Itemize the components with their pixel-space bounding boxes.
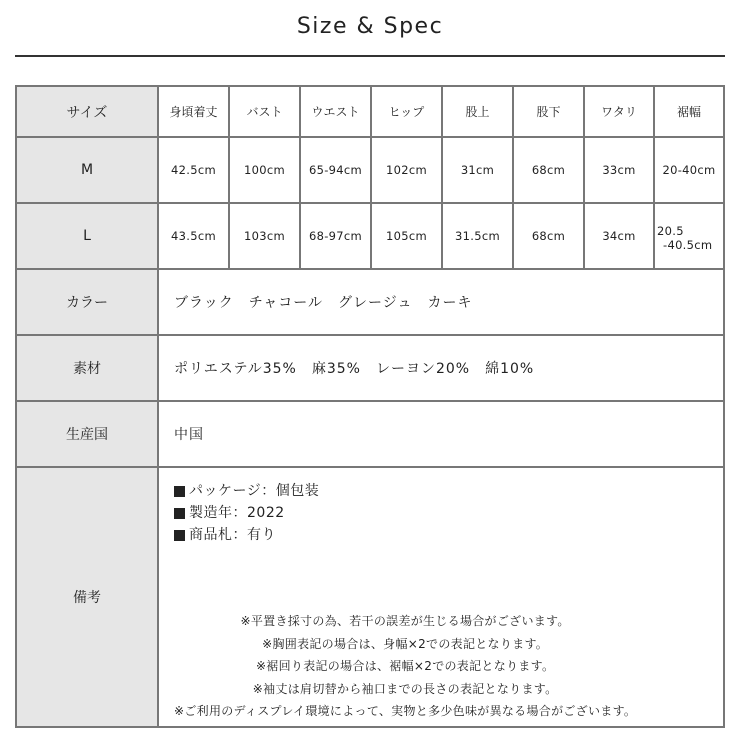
notes-items (174, 480, 319, 546)
origin-value: 中国 (159, 402, 723, 466)
remark-line: ※裾回り表記の場合は、裾幅×2での表記となります。 (255, 659, 555, 673)
col-header-inseam: 股下 (514, 87, 583, 136)
title-underline (15, 55, 725, 57)
m-thigh: 33cm (585, 138, 653, 202)
m-hip: 102cm (372, 138, 441, 202)
notes-item: パッケージ：個包装 (174, 480, 319, 502)
notes-remarks (174, 610, 636, 723)
col-header-bust: バスト (230, 87, 299, 136)
spec-table (15, 85, 725, 728)
remark-line: ※胸囲表記の場合は、身幅×2での表記となります。 (262, 636, 549, 651)
remark-line: ※平置き採寸の為、若干の誤差が生じる場合がございます。 (240, 614, 570, 628)
col-header-waist: ウエスト (301, 87, 370, 136)
material-label: 素材 (17, 336, 157, 400)
l-hip: 105cm (372, 204, 441, 268)
m-length: 42.5cm (159, 138, 228, 202)
l-bust: 103cm (230, 204, 299, 268)
col-header-hip: ヒップ (372, 87, 441, 136)
notes-value (159, 468, 723, 726)
l-length: 43.5cm (159, 204, 228, 268)
notes-label: 備考 (17, 468, 157, 726)
bullet-square-icon (174, 486, 185, 497)
material-value: ポリエステル35% 麻35% レーヨン20% 綿10% (159, 336, 723, 400)
m-rise: 31cm (443, 138, 512, 202)
m-inseam: 68cm (514, 138, 583, 202)
col-header-thigh: ワタリ (585, 87, 653, 136)
size-l-label: L (17, 204, 157, 268)
notes-item: 製造年：2022 (174, 502, 319, 524)
m-waist: 65-94cm (301, 138, 370, 202)
remark-line: ※袖丈は肩切替から袖口までの長さの表記となります。 (252, 681, 558, 696)
notes-item: 商品札：有り (174, 524, 319, 546)
size-m-label: M (17, 138, 157, 202)
bullet-square-icon (174, 508, 185, 519)
size-header-label: サイズ (17, 87, 157, 136)
col-header-hem: 裾幅 (655, 87, 723, 136)
origin-label: 生産国 (17, 402, 157, 466)
l-inseam: 68cm (514, 204, 583, 268)
l-hem-line-1: 20.5 (657, 224, 684, 238)
l-hem-line-2: -40.5cm (663, 238, 713, 252)
l-rise: 31.5cm (443, 204, 512, 268)
bullet-square-icon (174, 530, 185, 541)
l-hem (655, 204, 723, 268)
color-label: カラー (17, 270, 157, 334)
color-value: ブラック チャコール グレージュ カーキ (159, 270, 723, 334)
col-header-rise: 股上 (443, 87, 512, 136)
col-header-length: 身頃着丈 (159, 87, 228, 136)
l-thigh: 34cm (585, 204, 653, 268)
m-hem: 20-40cm (655, 138, 723, 202)
l-waist: 68-97cm (301, 204, 370, 268)
m-bust: 100cm (230, 138, 299, 202)
page-title: Size & Spec (296, 14, 444, 39)
remark-line: ※ご利用のディスプレイ環境によって、実物と多少色味が異なる場合がございます。 (174, 704, 637, 718)
